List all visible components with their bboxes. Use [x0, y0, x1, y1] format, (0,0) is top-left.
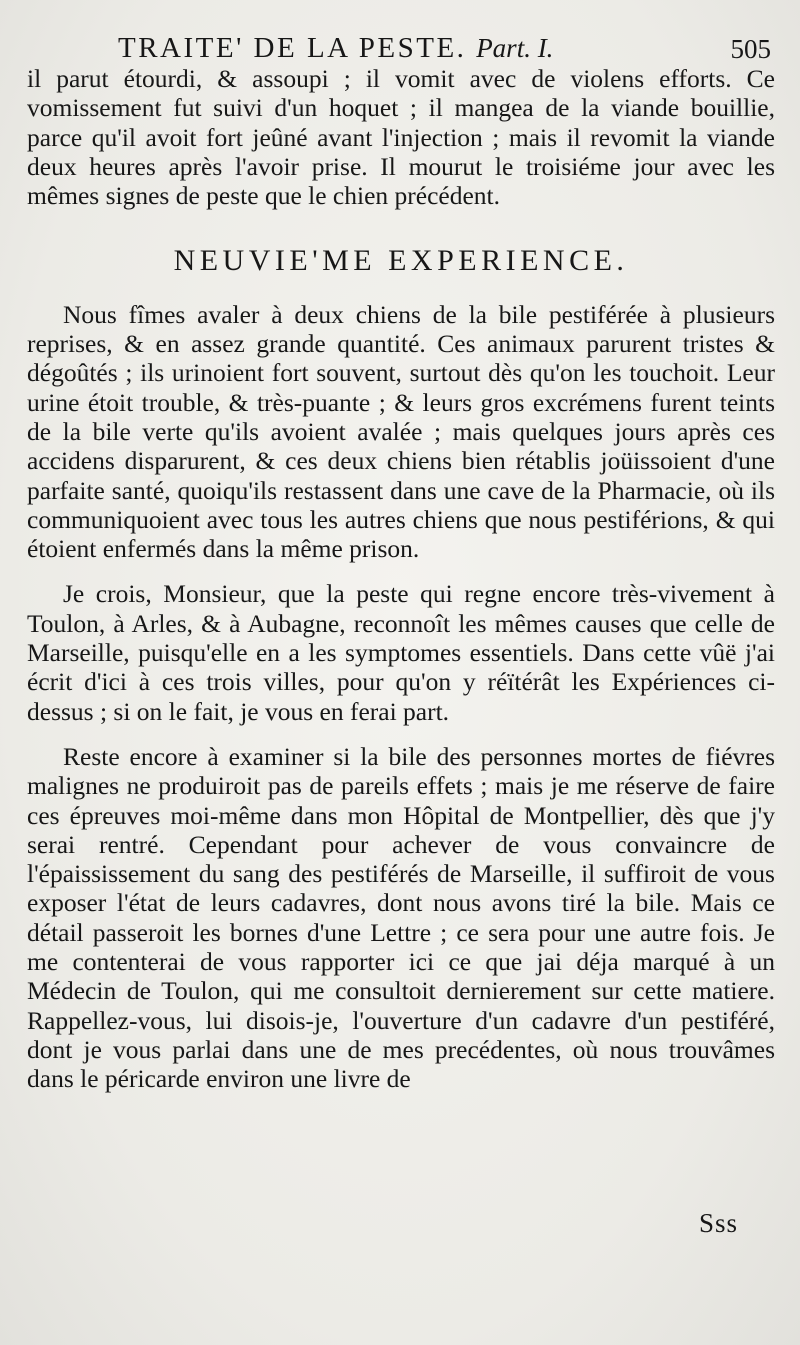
closing-paragraph: Reste encore à examiner si la bile des personnes mortes de fiévres malignes ne produiroit pas de pareils effets ; mais je me réserve de faire ces épreuves moi-même dans mon Hôpital de Montpellier, dès que j'y serai rentré. Cependant pour achever de vous convaincre de l'épaississement du sang des pestiférés de Marseille, il suffiroit de vous exposer l'état de leurs cadavres, dont nous avons tiré la bile. Mais ce détail passeroit les bornes d'une Lettre ; ce sera pour une autre fois. Je me contenterai de vous rapporter ici ce que jai déja marqué à un Médecin de Toulon, qui me consultoit dernierement sur cette matiere. Rappellez-vous, lui disois-je, l'ouverture d'un cadavre d'un pestiféré, dont je vous parlai dans une de mes precédentes, où nous trouvâmes dans le péricarde environ une livre de	[27, 741, 775, 1094]
body-text	[27, 64, 775, 1094]
printer-signature-mark: Sss	[698, 1208, 738, 1238]
continued-paragraph: il parut étourdi, & assoupi ; il vomit avec de violens efforts. Ce vomissement fut suivi d'un hoquet ; il mangea de la viande bouillie, parce qu'il avoit fort jeûné avant l'injection ; mais il revomit la viande deux heures après l'avoir prise. Il mourut le troisiéme jour avec les mêmes signes de peste que le chien précédent.	[27, 64, 775, 211]
running-title-text: TRAITE' DE LA PESTE.	[118, 32, 467, 64]
running-title	[118, 32, 553, 65]
page-number: 505	[730, 34, 771, 64]
letter-paragraph: Je crois, Monsieur, que la peste qui regne encore très-vivement à Toulon, à Arles, & à Aubagne, reconnoît les mêmes causes que celle de Marseille, puisqu'elle en a les symptomes essentiels. Dans cette vûë j'ai écrit d'ici à ces trois villes, pour qu'on y réïtérât les Expériences ci-dessus ; si on le fait, je vous en ferai part.	[27, 579, 775, 726]
running-head	[20, 26, 775, 66]
experiment-paragraph: Nous fîmes avaler à deux chiens de la bile pestiférée à plusieurs reprises, & en assez grande quantité. Ces animaux parurent tristes & dégoûtés ; ils urinoient fort souvent, surtout dès qu'on les touchoit. Leur urine étoit trouble, & très-puante ; & leurs gros excrémens furent teints de la bile verte qu'ils avoient avalée ; mais quelques jours après ces accidens disparurent, & ces deux chiens bien rétablis joüissoient d'une parfaite santé, quoiqu'ils restassent dans une cave de la Pharmacie, où ils communiquoient avec tous les autres chiens que nous pestiférions, & qui étoient enfermés dans la même prison.	[27, 299, 775, 564]
part-label: Part. I.	[476, 33, 554, 63]
section-heading: NEUVIE'ME EXPERIENCE.	[173, 244, 629, 278]
